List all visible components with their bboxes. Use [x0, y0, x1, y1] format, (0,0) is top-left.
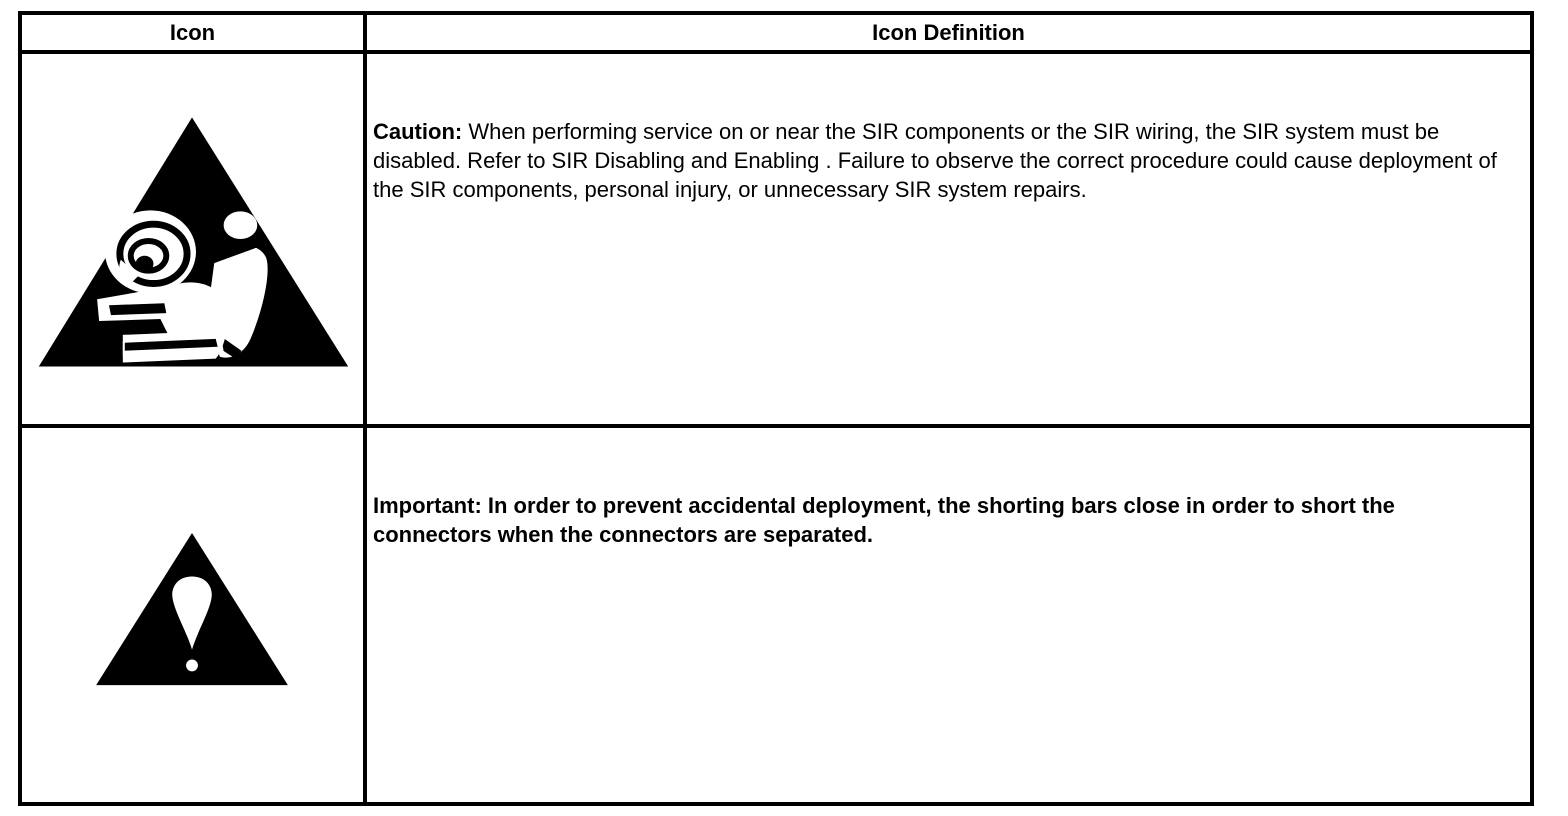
header-icon-label: Icon — [169, 19, 216, 45]
important-definition-cell — [367, 428, 1530, 802]
caution-label: Caution: — [373, 119, 463, 144]
exclamation-warning-icon — [22, 428, 363, 802]
important-icon-cell — [22, 428, 367, 802]
header-icon — [22, 15, 367, 54]
important-label: Important: — [373, 493, 482, 518]
icon-definition-table — [18, 11, 1534, 806]
caution-icon-cell — [22, 54, 367, 428]
sir-airbag-caution-icon — [22, 54, 363, 424]
important-text: In order to prevent accidental deployment, the shorting bars close in order to short the connectors when the connectors are separated. — [373, 493, 1395, 547]
caution-definition — [373, 117, 1510, 204]
caution-definition-cell — [367, 54, 1530, 428]
important-definition — [373, 491, 1510, 549]
caution-text: When performing service on or near the SIR components or the SIR wiring, the SIR system must be disabled. Refer to SIR Disabling and Enabling . Failure to observe the correct procedure could cause deployment of the SIR components, personal injury, or unnecessary SIR system repairs. — [373, 119, 1497, 202]
header-definition — [367, 15, 1530, 54]
header-definition-label: Icon Definition — [872, 19, 1025, 45]
